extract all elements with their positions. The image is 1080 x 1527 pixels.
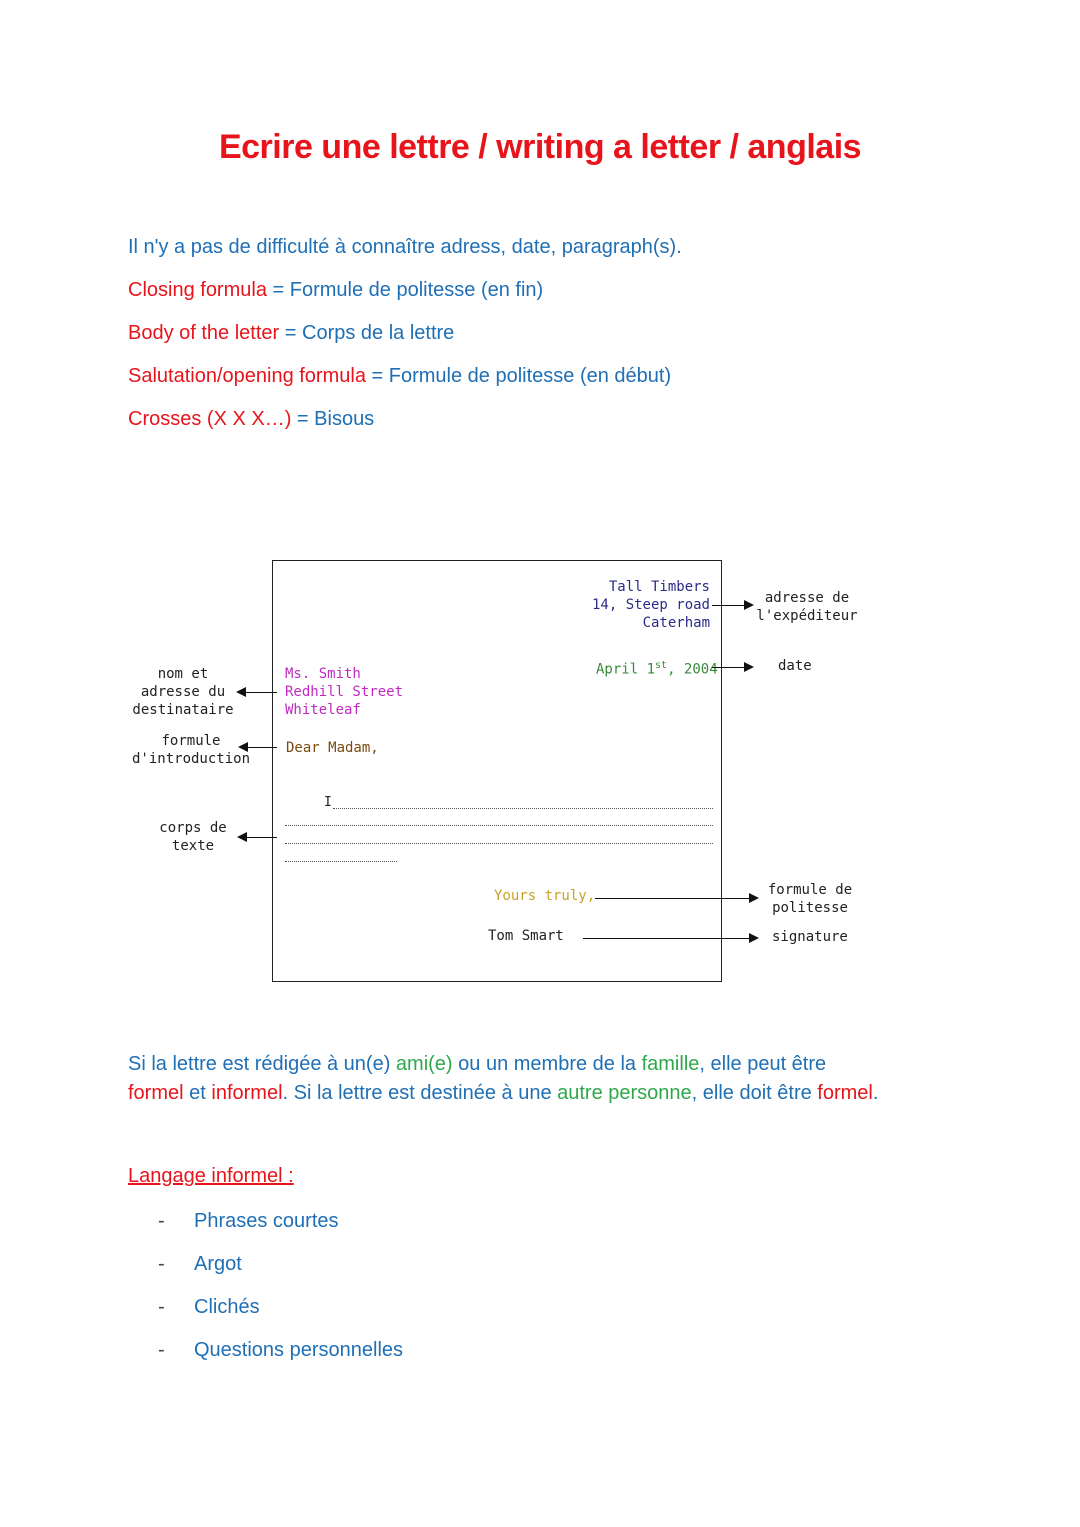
- vocab-meaning: Corps de la lettre: [302, 322, 455, 344]
- vocab-line-closing: [128, 278, 543, 302]
- arrow-right-icon: [744, 662, 754, 672]
- sender-address: [560, 578, 710, 632]
- vocab-term: Body of the letter: [128, 322, 280, 344]
- label-line: adresse de: [764, 590, 850, 606]
- para-text: Si la lettre est rédigée à un(e): [128, 1053, 396, 1075]
- para-text: , elle peut être: [699, 1053, 827, 1075]
- vocab-equals: =: [279, 322, 302, 344]
- arrow-right-icon: [749, 933, 759, 943]
- date-suffix: st: [655, 660, 668, 671]
- list-item-text: Questions personnelles: [194, 1339, 404, 1361]
- recipient-line: Whiteleaf: [285, 702, 361, 718]
- list-bullet: -: [158, 1339, 165, 1361]
- label-line: adresse du: [140, 684, 226, 700]
- date-year: , 2004: [667, 661, 718, 678]
- arrow-sender-line: [712, 605, 745, 606]
- para-highlight: formel: [128, 1082, 184, 1104]
- label-signature: signature: [772, 929, 848, 945]
- para-highlight: ami(e): [395, 1053, 453, 1075]
- list-item: [158, 1252, 242, 1276]
- list-bullet: -: [158, 1253, 165, 1275]
- label-line: formule de: [767, 882, 853, 898]
- vocab-equals: =: [365, 365, 389, 387]
- list-item-text: Argot: [194, 1253, 242, 1275]
- arrow-signature-line: [583, 938, 750, 939]
- label-line: destinataire: [132, 702, 234, 718]
- vocab-meaning: Formule de politesse (en fin): [289, 279, 544, 301]
- list-item-text: Phrases courtes: [194, 1210, 339, 1232]
- recipient-address: [285, 665, 403, 719]
- vocab-line-body: [128, 321, 454, 345]
- date-text: April 1: [596, 661, 656, 678]
- para-highlight: famille: [641, 1053, 700, 1075]
- arrow-body-line: [246, 837, 277, 838]
- vocab-equals: =: [266, 279, 290, 301]
- label-line: formule: [161, 733, 221, 749]
- sender-address-line: 14, Steep road: [591, 597, 710, 613]
- arrow-intro-line: [247, 747, 277, 748]
- vocab-term: Salutation/opening formula: [128, 365, 366, 387]
- label-body: [148, 819, 238, 855]
- body-dotted-line: [285, 861, 397, 862]
- label-line: texte: [171, 838, 215, 854]
- label-recipient: [128, 665, 238, 719]
- body-dotted-line: [285, 843, 713, 844]
- para-text: .: [872, 1082, 879, 1104]
- arrow-date-line: [712, 667, 745, 668]
- arrow-recipient-line: [245, 692, 277, 693]
- closing-formula: Yours truly,: [494, 888, 596, 904]
- vocab-term: Crosses (X X X…): [128, 408, 292, 430]
- intro-line: Il n'y a pas de difficulté à connaître adress, date, paragraph(s).: [128, 236, 682, 258]
- para-text: , elle doit être: [691, 1082, 818, 1104]
- para-highlight: informel: [211, 1082, 283, 1104]
- list-bullet: -: [158, 1210, 165, 1232]
- list-bullet: -: [158, 1296, 165, 1318]
- list-item: [158, 1295, 260, 1319]
- label-closing: [758, 881, 862, 917]
- vocab-meaning: Formule de politesse (en début): [388, 365, 672, 387]
- label-line: corps de: [159, 820, 227, 836]
- letter-date: [596, 657, 718, 679]
- para-highlight: autre personne: [557, 1082, 692, 1104]
- vocab-meaning: Bisous: [314, 408, 375, 430]
- signature-text: Tom Smart: [488, 928, 564, 944]
- arrow-left-icon: [236, 687, 246, 697]
- list-item-text: Clichés: [194, 1296, 260, 1318]
- list-item: [158, 1209, 339, 1233]
- arrow-right-icon: [744, 600, 754, 610]
- para-text: ou un membre de la: [452, 1053, 642, 1075]
- arrow-left-icon: [237, 832, 247, 842]
- sender-address-line: Caterham: [642, 615, 710, 631]
- arrow-left-icon: [238, 742, 248, 752]
- label-line: politesse: [772, 900, 848, 916]
- list-item: [158, 1338, 403, 1362]
- body-dotted-line: [333, 808, 713, 809]
- para-text: . Si la lettre est destinée à une: [282, 1082, 558, 1104]
- page-title: Ecrire une lettre / writing a letter / anglais: [218, 128, 862, 166]
- para-text: et: [183, 1082, 212, 1104]
- recipient-line: Ms. Smith: [285, 666, 361, 682]
- label-line: nom et: [157, 666, 209, 682]
- vocab-line-salutation: [128, 364, 671, 388]
- arrow-right-icon: [749, 893, 759, 903]
- informal-heading: Langage informel :: [128, 1165, 294, 1187]
- recipient-line: Redhill Street: [285, 684, 404, 700]
- arrow-closing-line: [595, 898, 750, 899]
- vocab-term: Closing formula: [128, 279, 267, 301]
- label-line: d'introduction: [132, 751, 251, 767]
- salutation: Dear Madam,: [286, 740, 379, 756]
- vocab-equals: =: [291, 408, 315, 430]
- sender-address-line: Tall Timbers: [608, 579, 710, 595]
- label-date: date: [778, 658, 812, 674]
- vocab-line-crosses: [128, 407, 374, 431]
- label-intro: [132, 732, 250, 768]
- para-highlight: formel: [817, 1082, 873, 1104]
- label-sender: [752, 589, 862, 625]
- formality-paragraph: [128, 1050, 1028, 1108]
- body-start: I: [324, 795, 332, 810]
- label-line: l'expéditeur: [756, 608, 858, 624]
- body-dotted-line: [285, 825, 713, 826]
